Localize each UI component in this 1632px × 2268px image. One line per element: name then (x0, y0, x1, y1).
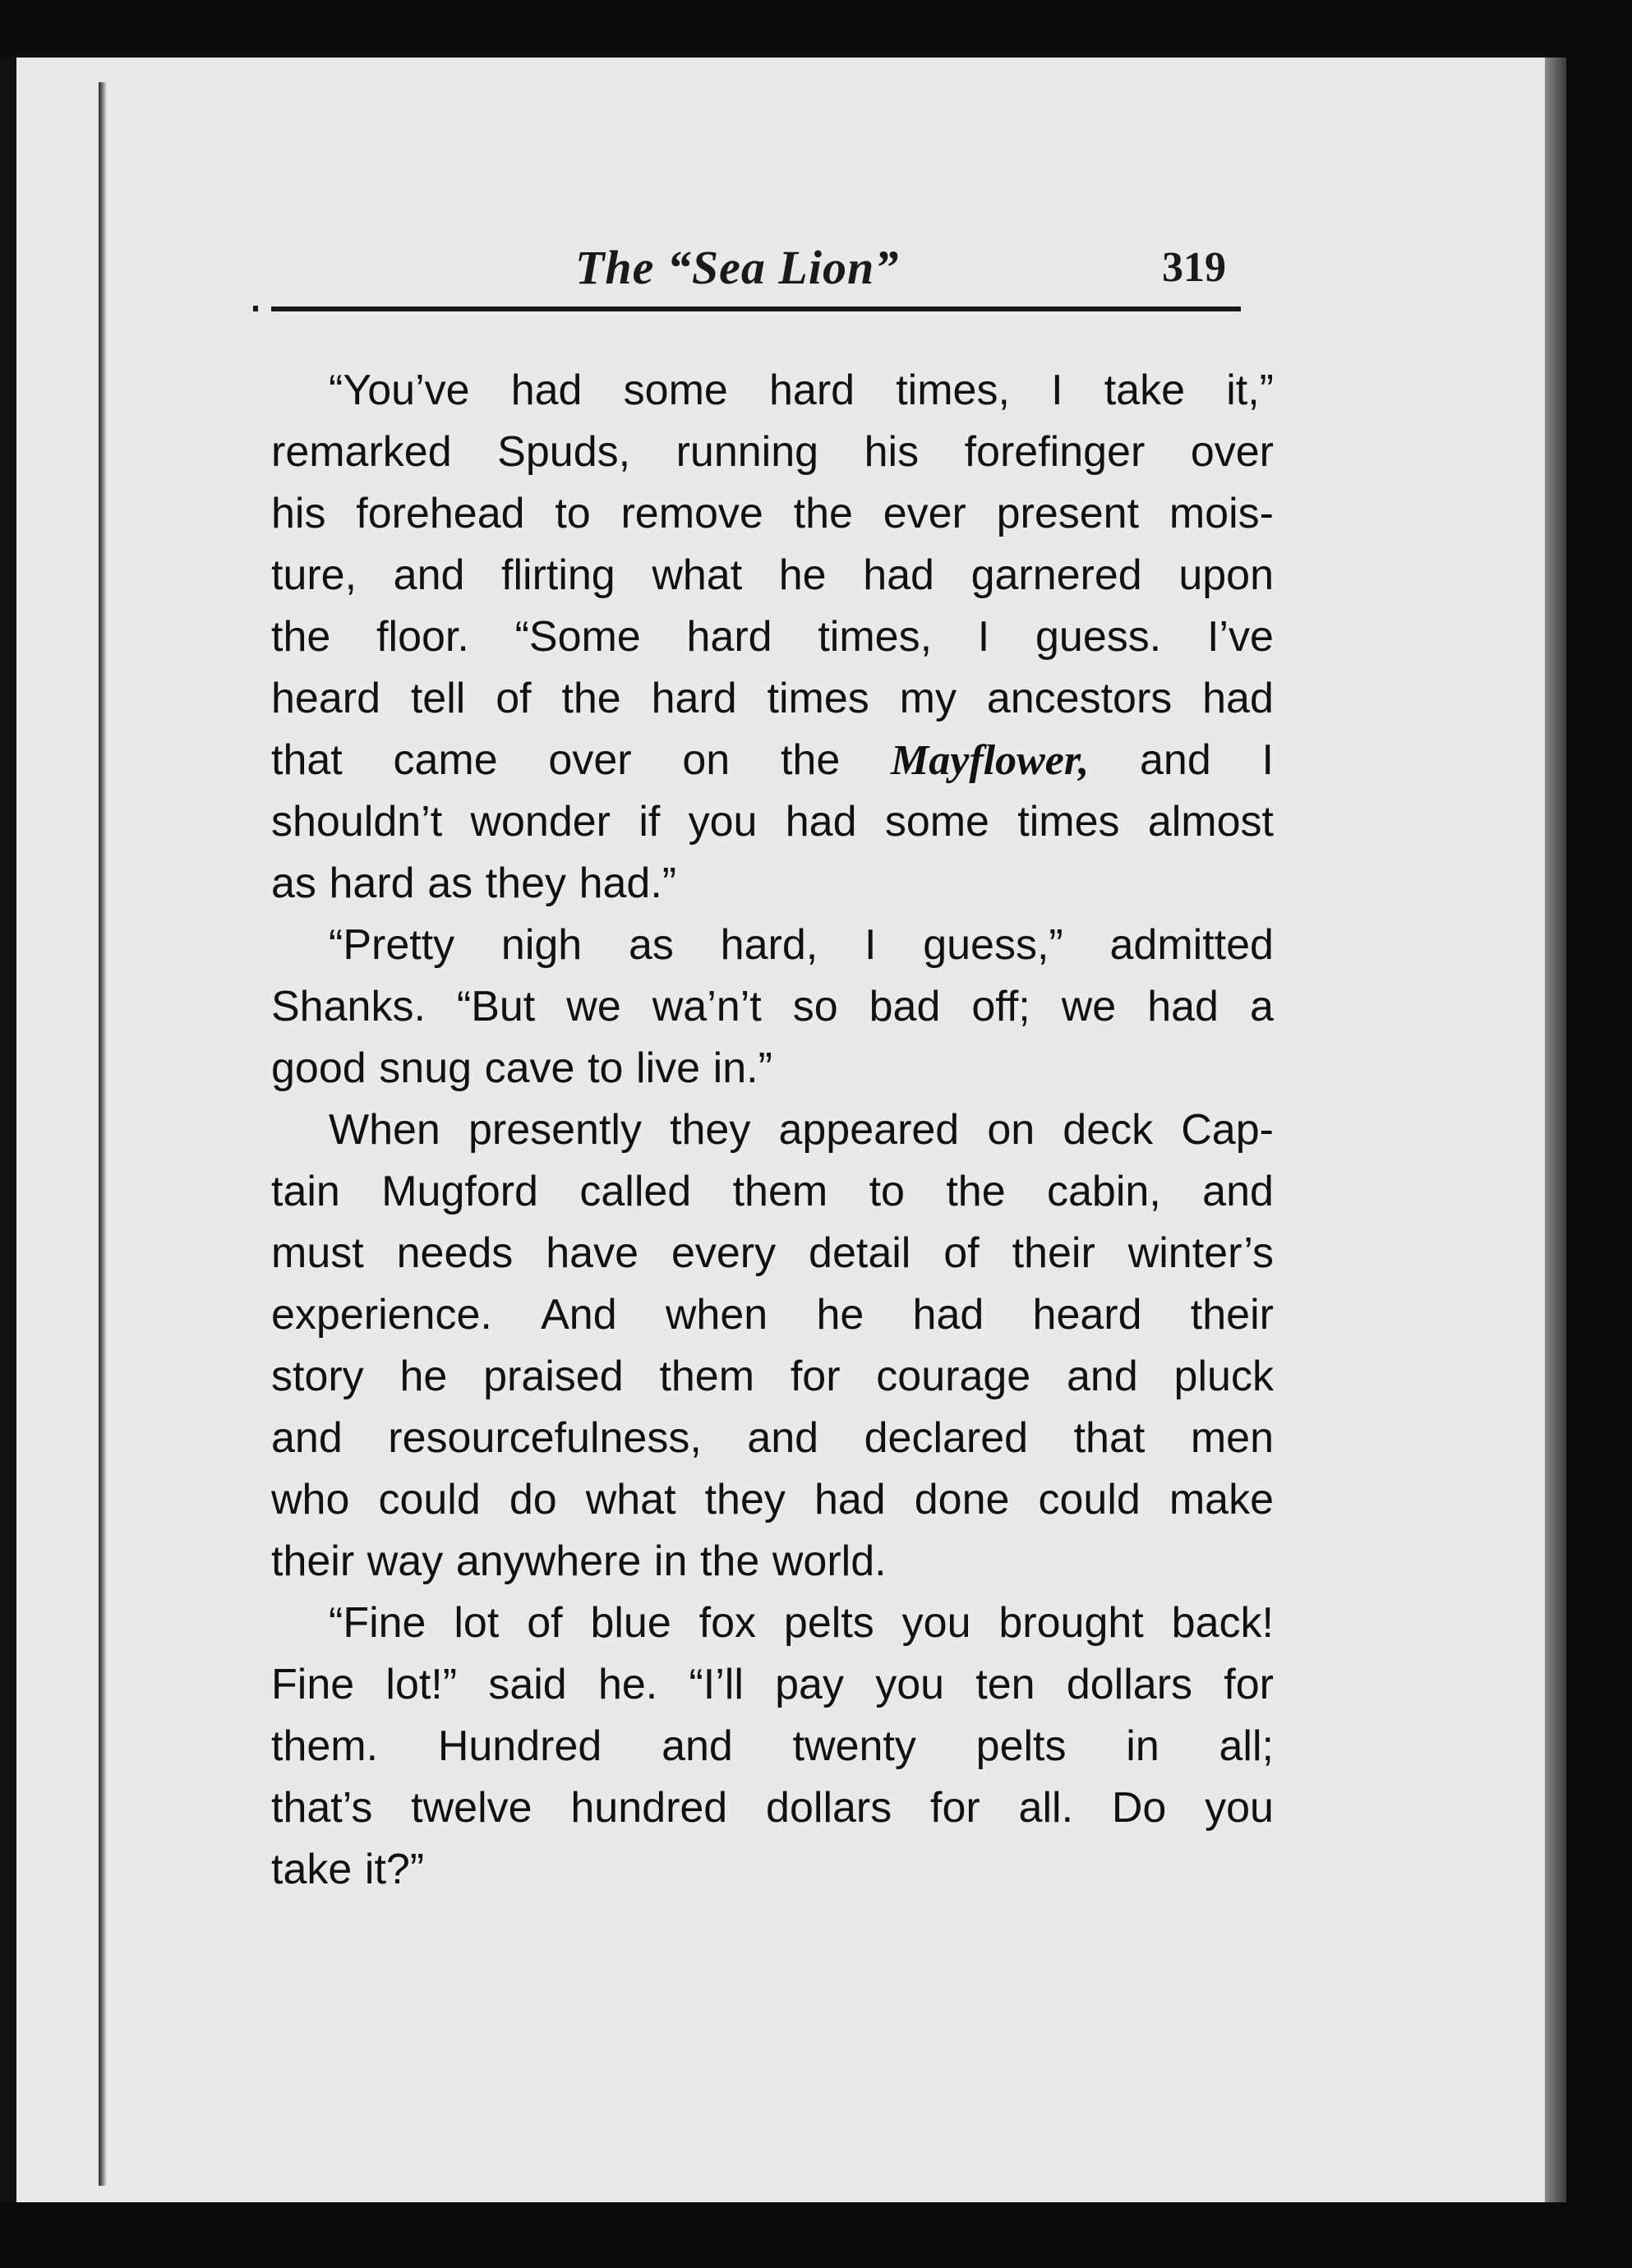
word: had (510, 366, 583, 414)
word: their (1012, 1229, 1095, 1277)
word: live (636, 1044, 701, 1092)
text-line (271, 1531, 1274, 1593)
text-line (271, 422, 1274, 483)
text-line (271, 915, 1274, 976)
word: forefinger (964, 428, 1146, 476)
word: fox (698, 1599, 757, 1647)
word: almost (1147, 798, 1274, 846)
word: some (623, 366, 728, 414)
word: and (747, 1414, 819, 1462)
word: who (271, 1476, 350, 1524)
word: for (930, 1784, 980, 1832)
text-line (271, 1038, 1274, 1099)
word: hard (329, 860, 415, 907)
word: courage (876, 1353, 1031, 1400)
word: what (585, 1476, 676, 1524)
word: to (555, 490, 591, 537)
word: hard, (720, 921, 818, 969)
word: as (628, 921, 674, 969)
word: of (527, 1599, 563, 1647)
word: I (1261, 736, 1274, 784)
header-rule (271, 307, 1241, 311)
word: remarked (271, 428, 452, 476)
word: blue (590, 1599, 671, 1647)
word: winter’s (1127, 1229, 1274, 1277)
word: “Fine (329, 1599, 426, 1647)
word: pelts (975, 1722, 1067, 1770)
word: he (816, 1291, 864, 1339)
word: for (790, 1353, 841, 1400)
text-line (271, 1408, 1274, 1469)
word: came (393, 736, 498, 784)
word: And (541, 1291, 617, 1339)
word: cave (484, 1044, 575, 1092)
word: we (1061, 983, 1117, 1030)
word: times (1017, 798, 1120, 846)
word: off; (971, 983, 1030, 1030)
word: on (682, 736, 731, 784)
word: hard (686, 613, 772, 661)
word: lot!” (385, 1661, 458, 1708)
word: When (329, 1106, 440, 1154)
word: to (588, 1044, 624, 1092)
word: them (732, 1168, 828, 1215)
word: hard (651, 675, 737, 722)
word: had (1202, 675, 1274, 722)
word: had (863, 551, 934, 599)
word: bad (869, 983, 941, 1030)
text-line (271, 1593, 1274, 1654)
word: them (659, 1353, 755, 1400)
word: they (485, 860, 566, 907)
word: shouldn’t (271, 798, 443, 846)
page-number: 319 (1162, 244, 1226, 291)
word: flirting (501, 551, 615, 599)
word: you (875, 1661, 945, 1708)
word: floor. (376, 613, 469, 661)
word: make (1169, 1476, 1274, 1524)
word: they (704, 1476, 786, 1524)
text-line (271, 1839, 1274, 1901)
word: had (814, 1476, 886, 1524)
word: heard (1032, 1291, 1142, 1339)
word: could (1038, 1476, 1141, 1524)
word: his (271, 490, 326, 537)
word: upon (1178, 551, 1274, 599)
word: he (399, 1353, 448, 1400)
binding-shadow (99, 82, 107, 2186)
word: heard (271, 675, 380, 722)
word: the (793, 490, 853, 537)
word: what (652, 551, 743, 599)
word: guess. (1035, 613, 1162, 661)
word: said (488, 1661, 567, 1708)
word: dollars (1066, 1661, 1193, 1708)
word: in.” (712, 1044, 772, 1092)
word: had.” (579, 860, 677, 907)
word: Mugford (381, 1168, 538, 1215)
text-line (271, 1716, 1274, 1777)
word: wonder (470, 798, 611, 846)
text-line (271, 791, 1274, 853)
word: you (688, 798, 758, 846)
word: and (1067, 1353, 1138, 1400)
text-line (271, 1654, 1274, 1716)
word: hard (768, 366, 855, 414)
word: pluck (1173, 1353, 1274, 1400)
scan-border-top (0, 0, 1632, 58)
word: we (566, 983, 621, 1030)
word: have (546, 1229, 639, 1277)
rule-dot (253, 306, 258, 311)
text-line (271, 360, 1274, 422)
word: the (946, 1168, 1006, 1215)
word: he (778, 551, 827, 599)
word: their (271, 1537, 355, 1585)
word: guess,” (923, 921, 1063, 969)
word: ancestors (986, 675, 1173, 722)
word: times, (818, 613, 933, 661)
word: times, (896, 366, 1010, 414)
word: “Some (514, 613, 641, 661)
word: he. (597, 1661, 658, 1708)
word: if (639, 798, 661, 846)
text-line (271, 1223, 1274, 1284)
word: cabin, (1047, 1168, 1161, 1215)
word: pelts (783, 1599, 874, 1647)
text-line (271, 483, 1274, 545)
word: in (653, 1537, 688, 1585)
word: do (509, 1476, 557, 1524)
word: remove (620, 490, 763, 537)
word: my (899, 675, 957, 722)
word: tell (410, 675, 466, 722)
word: and (1140, 736, 1211, 784)
word: Shanks. (271, 983, 426, 1030)
word: had (912, 1291, 984, 1339)
word: garnered (970, 551, 1142, 599)
word: good (271, 1044, 367, 1092)
word: and (271, 1414, 343, 1462)
text-line (271, 1777, 1274, 1839)
word: a (1249, 983, 1274, 1030)
word: to (869, 1168, 905, 1215)
word: it,” (1226, 366, 1274, 414)
word: the (780, 736, 841, 784)
word: men (1190, 1414, 1274, 1462)
text-line (271, 853, 1274, 915)
word: Do (1111, 1784, 1167, 1832)
word: Cap- (1181, 1106, 1274, 1154)
word: present (996, 490, 1140, 537)
word: had (1147, 983, 1219, 1030)
word: all. (1018, 1784, 1074, 1832)
word: I (864, 921, 877, 969)
word: ture, (271, 551, 357, 599)
word: twelve (411, 1784, 532, 1832)
word: declared (864, 1414, 1029, 1462)
word: it?” (364, 1846, 425, 1893)
word: every (671, 1229, 777, 1277)
word: mois- (1169, 490, 1274, 537)
text-line (271, 1346, 1274, 1408)
word: and (662, 1722, 733, 1770)
body-text (271, 360, 1274, 1901)
word: done (914, 1476, 1010, 1524)
word: over (1190, 428, 1274, 476)
word: Spuds, (497, 428, 631, 476)
word: Fine (271, 1661, 355, 1708)
word: way (367, 1537, 444, 1585)
word: pay (775, 1661, 844, 1708)
word: “But (456, 983, 536, 1030)
word: on (987, 1106, 1035, 1154)
word: over (548, 736, 632, 784)
word: times (767, 675, 869, 722)
word: as (271, 860, 316, 907)
word: “You’ve (329, 366, 470, 414)
word: when (665, 1291, 768, 1339)
word: I’ve (1206, 613, 1274, 661)
word: back! (1171, 1599, 1274, 1647)
word: story (271, 1353, 364, 1400)
word: in (1126, 1722, 1159, 1770)
word: you (1205, 1784, 1274, 1832)
word: the (271, 613, 331, 661)
word: some (884, 798, 989, 846)
word: all; (1219, 1722, 1274, 1770)
word: experience. (271, 1291, 492, 1339)
word: you (901, 1599, 971, 1647)
scan-border-right (1566, 0, 1632, 2268)
word: detail (809, 1229, 911, 1277)
scan-border-bottom (0, 2202, 1632, 2268)
word: “Pretty (329, 921, 455, 969)
word: anywhere (455, 1537, 642, 1585)
text-line (271, 1469, 1274, 1531)
word: I (977, 613, 990, 661)
word: dollars (766, 1784, 892, 1832)
word: the (561, 675, 621, 722)
word: tain (271, 1168, 340, 1215)
word: Hundred (437, 1722, 602, 1770)
word: that’s (271, 1784, 373, 1832)
word: admitted (1109, 921, 1274, 969)
italic-word: Mayflower, (891, 737, 1090, 784)
word: world. (772, 1537, 887, 1585)
word: the (699, 1537, 760, 1585)
word: that (1073, 1414, 1146, 1462)
word: could (378, 1476, 481, 1524)
text-line (271, 1099, 1274, 1161)
word: take (1104, 366, 1186, 414)
text-line (271, 545, 1274, 606)
word: praised (483, 1353, 624, 1400)
word: snug (379, 1044, 473, 1092)
text-line (271, 668, 1274, 730)
text-line (271, 606, 1274, 668)
word: their (1190, 1291, 1274, 1339)
word: and (393, 551, 465, 599)
word: had (785, 798, 857, 846)
word: needs (396, 1229, 514, 1277)
word: ten (975, 1661, 1035, 1708)
word: twenty (792, 1722, 916, 1770)
word: for (1224, 1661, 1274, 1708)
word: resourcefulness, (388, 1414, 702, 1462)
running-title: The “Sea Lion” (575, 241, 900, 294)
word: that (271, 736, 343, 784)
text-line (271, 1284, 1274, 1346)
word: “I’ll (689, 1661, 744, 1708)
word: lot (454, 1599, 500, 1647)
word: running (675, 428, 819, 476)
word: brought (998, 1599, 1144, 1647)
word: nigh (500, 921, 583, 969)
word: and (1202, 1168, 1274, 1215)
text-line (271, 1161, 1274, 1223)
word: forehead (356, 490, 525, 537)
word: as (427, 860, 473, 907)
word: I (1051, 366, 1063, 414)
word: take (271, 1846, 353, 1893)
word: hundred (570, 1784, 728, 1832)
word: his (864, 428, 920, 476)
word: wa’n’t (652, 983, 762, 1030)
page-edge (1545, 58, 1566, 2202)
word: presently (468, 1106, 642, 1154)
page-header (271, 205, 1241, 337)
word: deck (1063, 1106, 1154, 1154)
word: they (670, 1106, 751, 1154)
word: ever (883, 490, 966, 537)
word: them. (271, 1722, 379, 1770)
word: appeared (778, 1106, 960, 1154)
word: of (496, 675, 532, 722)
word: of (943, 1229, 980, 1277)
word: must (271, 1229, 364, 1277)
text-line (271, 976, 1274, 1038)
word: called (579, 1168, 692, 1215)
word: so (792, 983, 838, 1030)
text-line (271, 730, 1274, 791)
